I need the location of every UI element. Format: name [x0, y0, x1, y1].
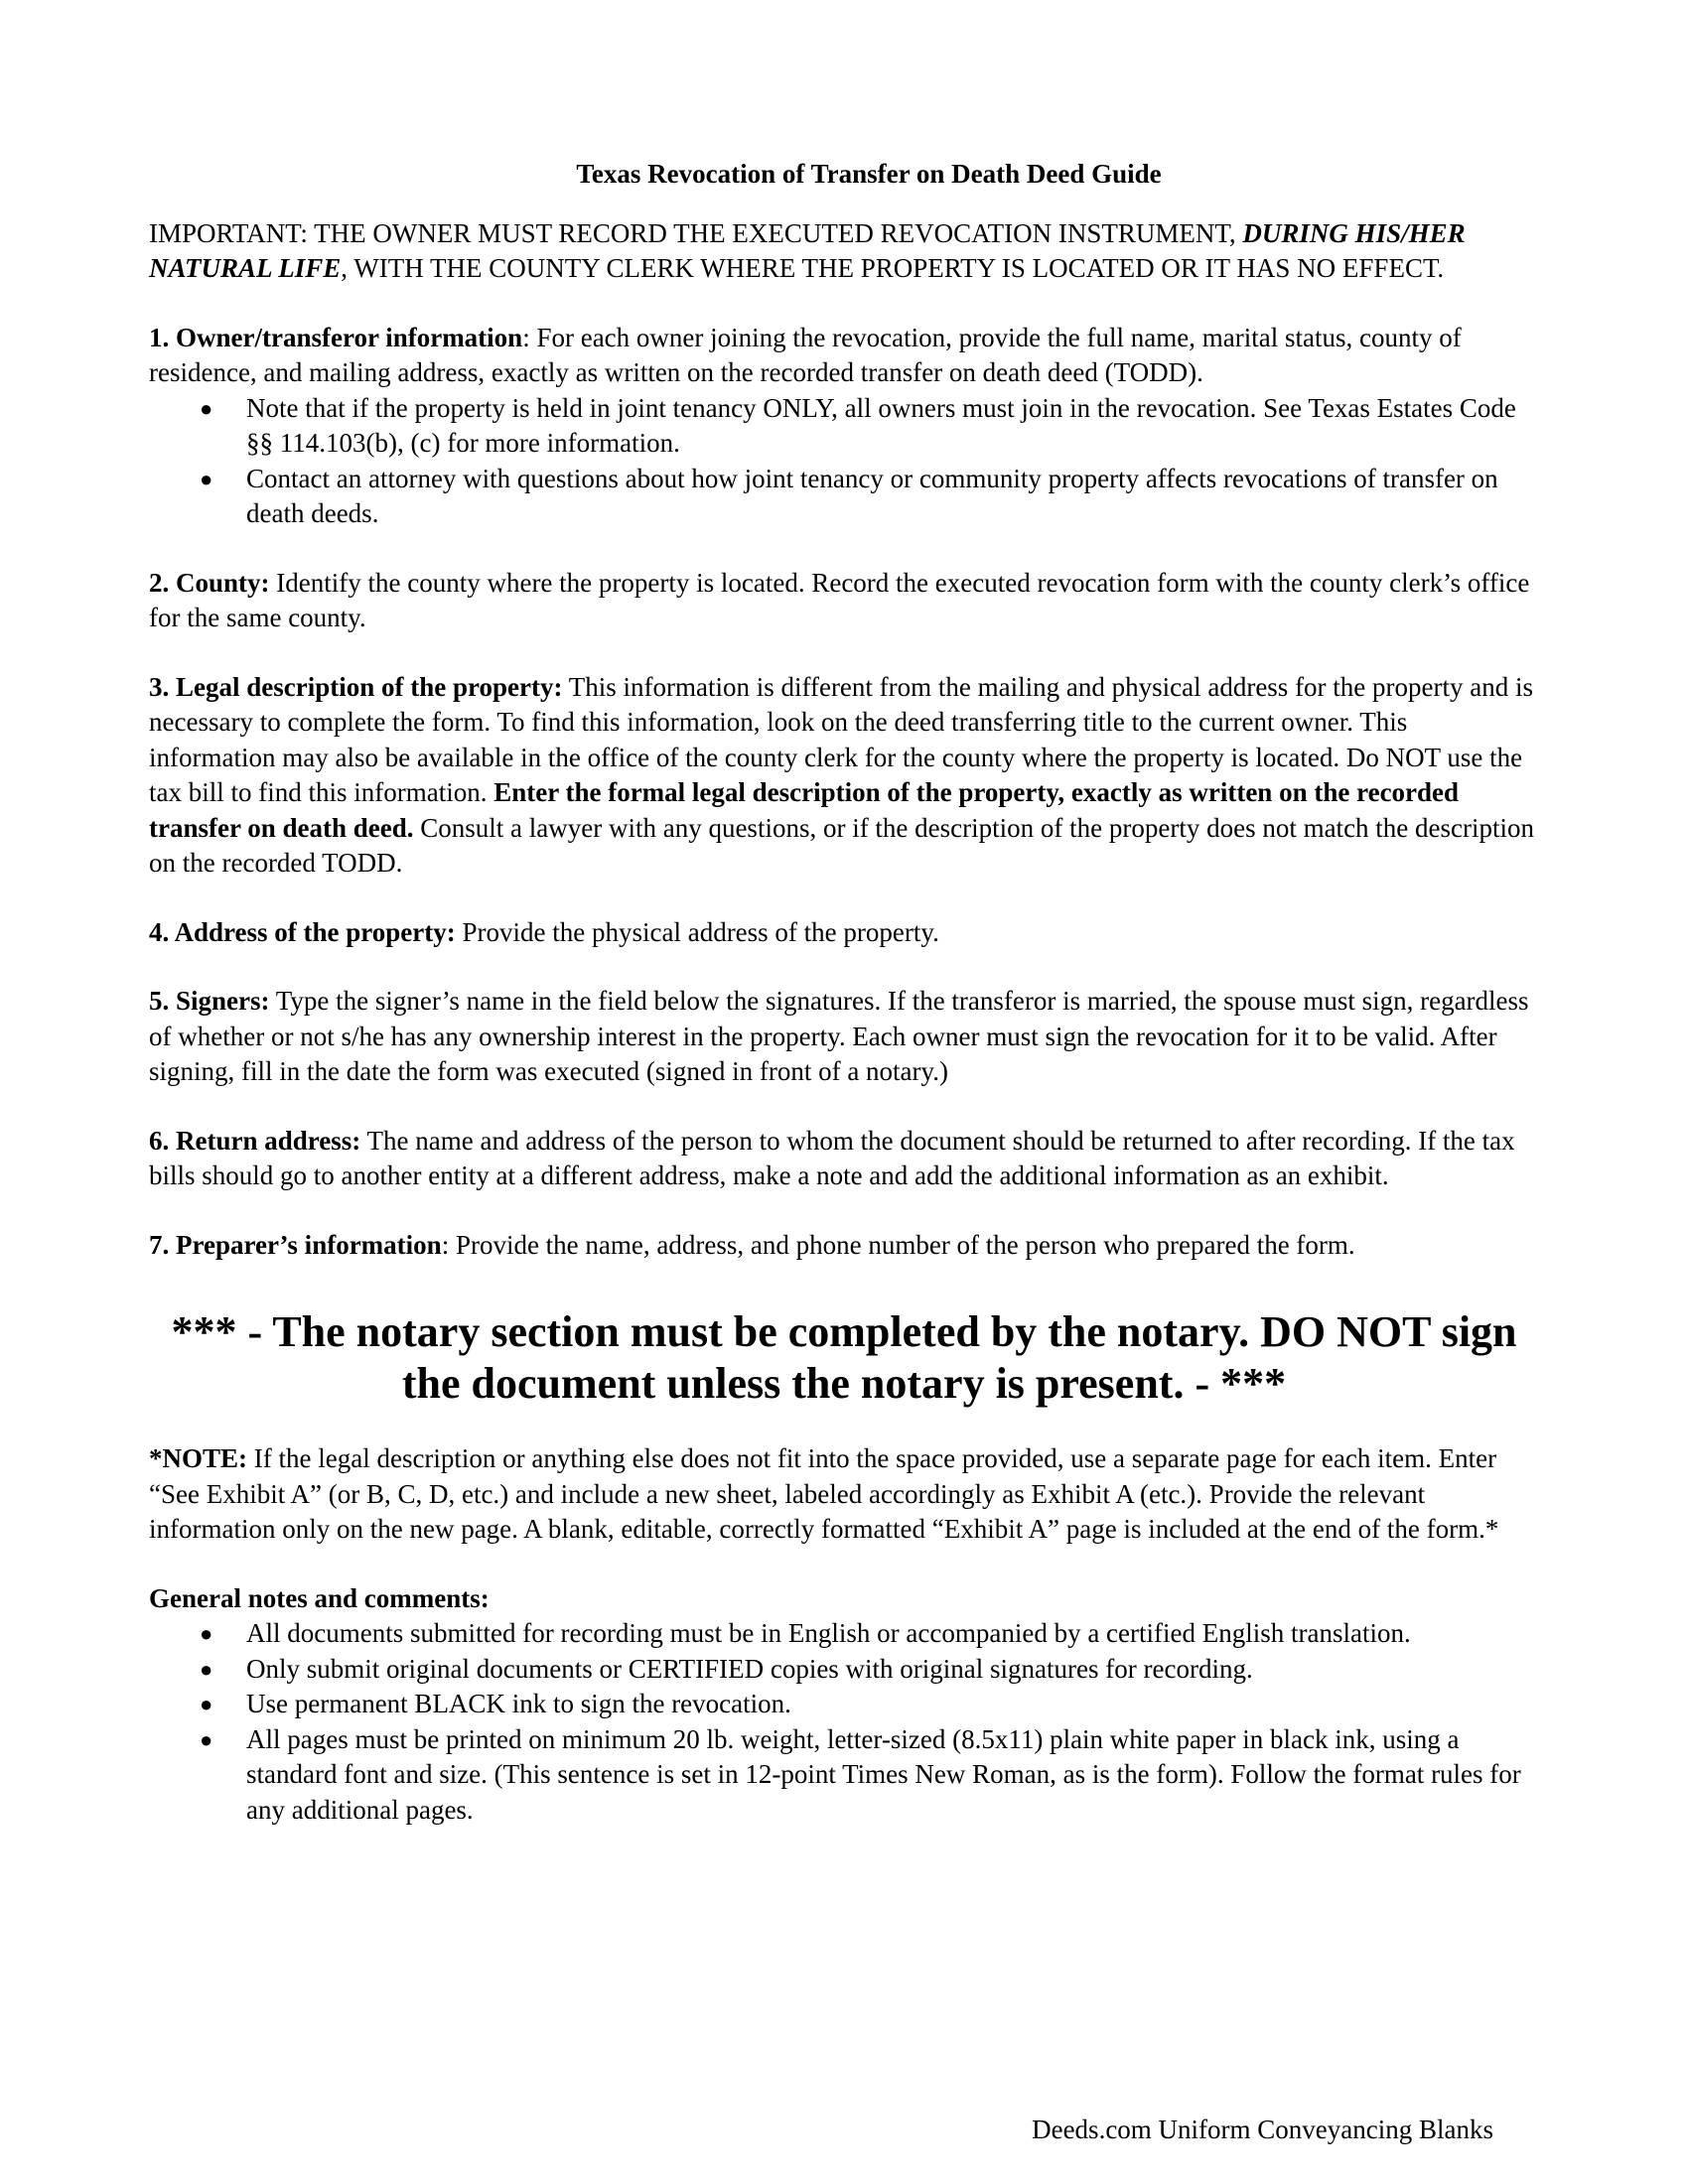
list-item	[149, 462, 1539, 532]
general-note-3: Use permanent BLACK ink to sign the revocation.	[246, 1689, 791, 1718]
note-text: If the legal description or anything else does not fit into the space provided, use a separate page for each item. Enter “See Exhibit A” (or B, C, D, etc.) and include a new sheet, labeled accordingly as Exhibit A (etc.). Provide the relevant information only on the new page. A blank, editable, correctly formatted “Exhibit A” page is included at the end of the form.*	[149, 1443, 1499, 1544]
document-title: Texas Revocation of Transfer on Death Deed Guide	[576, 159, 1162, 189]
section-3-text-1: This information is different from the mailing and physical address for the property and is necessary to complete the form. To find this information, look on the deed transferring title to the current owner. This information may also be available in the office of the county clerk for the county where the property is located. Do NOT use the tax bill to find this information.	[149, 671, 1533, 807]
section-5-label: 5. Signers:	[149, 986, 270, 1016]
important-emphasis: DURING HIS/HER NATURAL LIFE	[149, 217, 1466, 283]
list-item	[149, 1687, 1539, 1722]
section-owner-information	[149, 321, 1539, 532]
general-notes-list	[149, 1616, 1539, 1828]
section-legal-description	[149, 670, 1539, 882]
section-3-bold: Enter the formal legal description of the property, exactly as written on the recorded transfer on death deed.	[149, 777, 1460, 843]
section-7-text: : Provide the name, address, and phone number of the person who prepared the form.	[441, 1229, 1355, 1260]
section-signers	[149, 984, 1539, 1090]
list-item	[149, 391, 1539, 462]
important-text-after: , WITH THE COUNTY CLERK WHERE THE PROPERTY IS LOCATED OR IT HAS NO EFFECT.	[341, 253, 1445, 283]
section-6-label: 6. Return address:	[149, 1125, 361, 1156]
section-6-text: The name and address of the person to whom the document should be returned to after recording. If the tax bills should go to another entity at a different address, make a note and add the additional information as an exhibit.	[149, 1125, 1515, 1190]
important-notice	[149, 216, 1539, 287]
exhibit-note	[149, 1441, 1539, 1548]
section-address	[149, 915, 1539, 951]
section-3-label: 3. Legal description of the property:	[149, 671, 563, 702]
section-1-label: 1. Owner/transferor information	[149, 322, 523, 352]
section-1-bullet-2: Contact an attorney with questions about how joint tenancy or community property affects revocations of transfer on death deeds.	[246, 463, 1498, 528]
notary-warning: *** - The notary section must be completed by the notary. DO NOT sign the document unless the notary is present. - ***	[171, 1307, 1517, 1408]
section-2-text: Identify the county where the property is located. Record the executed revocation form with the county clerk’s office for the same county.	[149, 567, 1530, 632]
general-note-1: All documents submitted for recording must be in English or accompanied by a certified English translation.	[246, 1618, 1411, 1648]
list-item	[149, 1616, 1539, 1652]
section-1-bullets	[149, 391, 1539, 532]
list-item	[149, 1722, 1539, 1829]
section-4-label: 4. Address of the property:	[149, 916, 456, 947]
section-county	[149, 566, 1539, 636]
bullet-icon: ●	[200, 466, 213, 491]
bullet-icon: ●	[200, 1656, 213, 1682]
general-note-2: Only submit original documents or CERTIFIED copies with original signatures for recording.	[246, 1653, 1253, 1684]
note-label: *NOTE:	[149, 1443, 248, 1473]
bullet-icon: ●	[200, 1726, 213, 1752]
important-text-before: THE OWNER MUST RECORD THE EXECUTED REVOCATION INSTRUMENT,	[307, 217, 1243, 248]
section-7-label: 7. Preparer’s information	[149, 1229, 442, 1260]
important-label: IMPORTANT:	[149, 217, 308, 248]
list-item	[149, 1652, 1539, 1688]
section-return-address	[149, 1124, 1539, 1194]
general-note-4: All pages must be printed on minimum 20 lb. weight, letter-sized (8.5x11) plain white paper in black ink, using a standard font and size. (This sentence is set in 12-point Times New Roman, as is the form). Follow the format rules for any additional pages.	[246, 1723, 1521, 1825]
bullet-icon: ●	[200, 1621, 213, 1646]
general-notes	[149, 1581, 1539, 1829]
section-5-text: Type the signer’s name in the field below the signatures. If the transferor is married, the spouse must sign, regardless of whether or not s/he has any ownership interest in the property. Each owner must sign the revocation for it to be valid. After signing, fill in the date the form was executed (signed in front of a notary.)	[149, 986, 1529, 1086]
bullet-icon: ●	[200, 395, 213, 421]
section-3-text-2: Consult a lawyer with any questions, or if the description of the property does not match the description on the recorded TODD.	[149, 812, 1535, 878]
section-preparer	[149, 1228, 1539, 1264]
section-1-text: : For each owner joining the revocation, provide the full name, marital status, county of residence, and mailing address, exactly as written on the recorded transfer on death deed (TODD).	[149, 322, 1462, 387]
general-notes-heading: General notes and comments:	[149, 1582, 490, 1613]
bullet-icon: ●	[200, 1692, 213, 1716]
section-4-text: Provide the physical address of the property.	[455, 916, 939, 947]
document-page	[149, 157, 1539, 1828]
section-1-bullet-1: Note that if the property is held in joint tenancy ONLY, all owners must join in the revocation. See Texas Estates Code §§ 114.103(b), (c) for more information.	[246, 392, 1516, 458]
page-footer: Deeds.com Uniform Conveyancing Blanks	[1032, 2115, 1493, 2144]
section-2-label: 2. County:	[149, 567, 270, 598]
